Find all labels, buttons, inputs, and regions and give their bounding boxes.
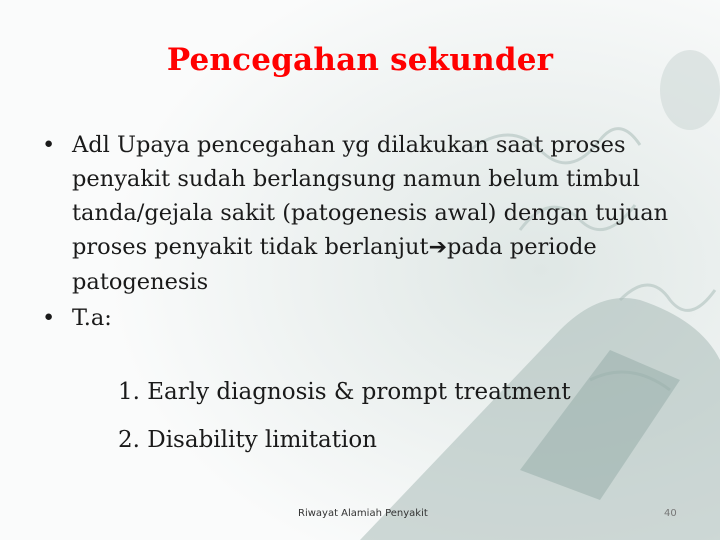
bullet-text-continuation: pada periode patogenesis bbox=[72, 234, 597, 295]
right-arrow-icon: ➔ bbox=[428, 235, 447, 260]
list-item: 2. Disability limitation bbox=[118, 427, 377, 453]
page-number: 40 bbox=[664, 508, 677, 519]
list-item: 1. Early diagnosis & prompt treatment bbox=[118, 379, 571, 405]
slide-footer: Riwayat Alamiah Penyakit bbox=[298, 508, 428, 519]
bullet-item-ta bbox=[42, 301, 682, 335]
bullet-text: Adl Upaya pencegahan yg dilakukan saat proses penyakit sudah berlangsung namun belum timbul tanda/gejala sakit (patogenesis awal) dengan tujuan proses penyakit tidak berlanjut bbox=[72, 132, 669, 260]
bullet-item-definition bbox=[42, 128, 682, 299]
bullet-marker: • bbox=[42, 305, 56, 331]
slide-title: Pencegahan sekunder bbox=[166, 42, 554, 78]
bullet-marker: • bbox=[42, 132, 56, 158]
bullet-list bbox=[42, 128, 682, 335]
numbered-list bbox=[118, 372, 571, 460]
bullet-text: T.a: bbox=[72, 305, 112, 331]
